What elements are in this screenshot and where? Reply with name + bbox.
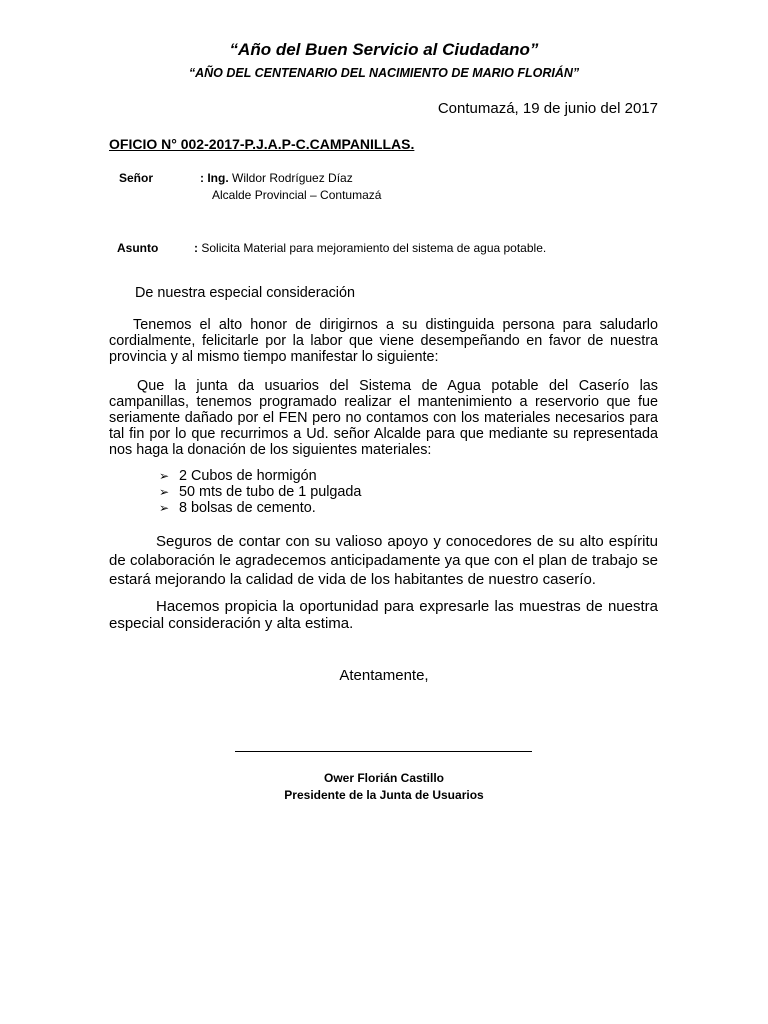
paragraph-intro: Tenemos el alto honor de dirigirnos a su distinguida persona para saludarlo cordialmente, felicitarle por la labor que viene desempeñando en favor de nuestra provincia y al mismo tiempo manifestar lo siguiente: bbox=[109, 317, 658, 365]
material-item: 50 mts de tubo de 1 pulgada bbox=[179, 484, 362, 500]
subject-text: Solicita Material para mejoramiento del sistema de agua potable. bbox=[201, 241, 547, 255]
material-item: 2 Cubos de hormigón bbox=[179, 468, 317, 484]
date-line: Contumazá, 19 de junio del 2017 bbox=[437, 100, 658, 117]
arrow-bullet-icon: ➢ bbox=[159, 501, 170, 515]
signer-title: Presidente de la Junta de Usuarios bbox=[284, 788, 484, 802]
signature-line bbox=[235, 751, 532, 752]
arrow-bullet-icon: ➢ bbox=[159, 469, 170, 483]
subject-colon: : bbox=[194, 241, 198, 255]
recipient-name: Wildor Rodríguez Díaz bbox=[232, 171, 353, 185]
arrow-bullet-icon: ➢ bbox=[159, 485, 170, 499]
document-subtitle: “AÑO DEL CENTENARIO DEL NACIMIENTO DE MARIO FLORIÁN” bbox=[188, 66, 580, 80]
recipient-position: Alcalde Provincial – Contumazá bbox=[212, 188, 382, 202]
oficio-number: OFICIO N° 002-2017-P.J.A.P-C.CAMPANILLAS. bbox=[109, 136, 415, 152]
list-item bbox=[159, 468, 361, 484]
greeting: De nuestra especial consideración bbox=[135, 285, 355, 301]
paragraph-closing: Hacemos propicia la oportunidad para expresarle las muestras de nuestra especial consideración y alta estima. bbox=[109, 598, 658, 632]
list-item bbox=[159, 484, 361, 500]
material-item: 8 bolsas de cemento. bbox=[179, 500, 316, 516]
closing-salutation: Atentamente, bbox=[339, 667, 429, 684]
subject-label: Asunto bbox=[117, 241, 159, 255]
signer-name: Ower Florián Castillo bbox=[323, 771, 445, 785]
recipient-name-line bbox=[200, 171, 353, 185]
subject-line bbox=[194, 241, 546, 255]
document-title: “Año del Buen Servicio al Ciudadano” bbox=[229, 40, 539, 59]
recipient-title: : Ing. bbox=[200, 171, 229, 185]
paragraph-thanks: Seguros de contar con su valioso apoyo y conocedores de su alto espíritu de colaboración le agradecemos anticipadamente ya que con el plan de trabajo se estará mejorando la calidad de vida de los habitantes de nuestro caserío. bbox=[109, 533, 658, 588]
paragraph-request: Que la junta da usuarios del Sistema de Agua potable del Caserío las campanillas, tenemos programado realizar el mantenimiento a reservorio que fue seriamente dañado por el FEN pero no contamos con los materiales necesarios para tal fin por lo que recurrimos a Ud. señor Alcalde para que mediante su representada nos haga la donación de los siguientes materiales: bbox=[109, 378, 658, 458]
materials-list bbox=[159, 468, 361, 516]
recipient-label: Señor bbox=[119, 171, 154, 185]
list-item bbox=[159, 500, 361, 516]
